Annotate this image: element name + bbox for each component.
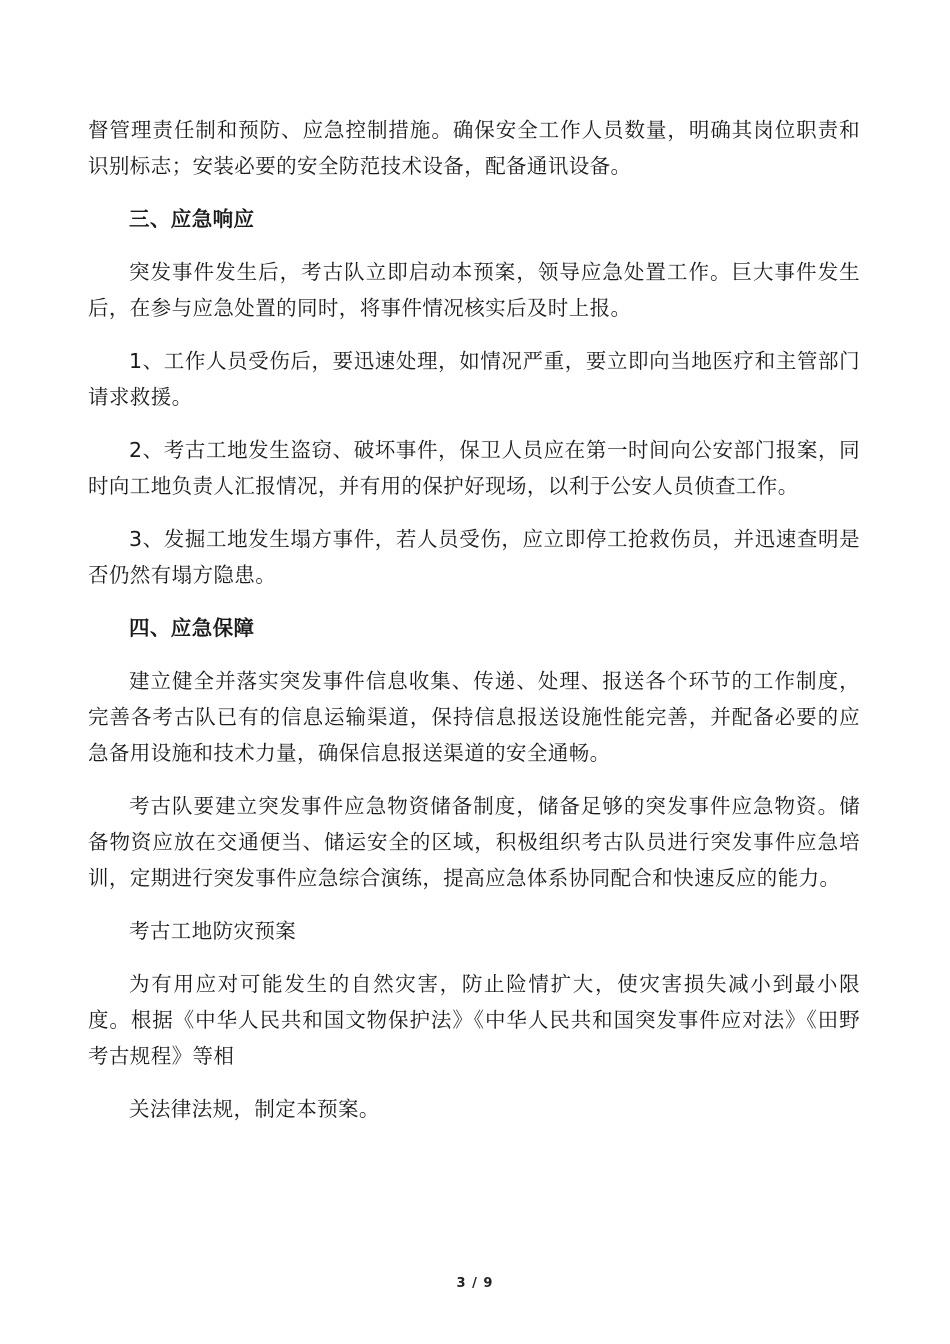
paragraph: 考古工地防灾预案 [129, 919, 297, 943]
page-number: 3 / 9 [456, 1276, 494, 1291]
section-heading: 三、应急响应 [129, 207, 255, 231]
paragraph: 为有用应对可能发生的自然灾害，防止险情扩大，使灾害损失减小到最小限度。根据《中华人民共和国文物保护法》《中华人民共和国突发事件应对法》《田野考古规程》等相 [88, 972, 860, 1068]
paragraph: 1、工作人员受伤后，要迅速处理，如情况严重，要立即向当地医疗和主管部门请求救援。 [88, 349, 860, 409]
section-heading: 四、应急保障 [129, 616, 255, 640]
document-body [88, 112, 860, 1144]
paragraph: 2、考古工地发生盗窃、破坏事件，保卫人员应在第一时间向公安部门报案，同时向工地负责人汇报情况，并有用的保护好现场，以利于公安人员侦查工作。 [88, 438, 860, 498]
paragraph: 突发事件发生后，考古队立即启动本预案，领导应急处置工作。巨大事件发生后，在参与应急处置的同时，将事件情况核实后及时上报。 [88, 260, 860, 320]
paragraph: 建立健全并落实突发事件信息收集、传递、处理、报送各个环节的工作制度，完善各考古队已有的信息运输渠道，保持信息报送设施性能完善，并配备必要的应急备用设施和技术力量，确保信息报送渠道的安全通畅。 [88, 669, 860, 765]
paragraph: 考古队要建立突发事件应急物资储备制度，储备足够的突发事件应急物资。储备物资应放在交通便当、储运安全的区域，积极组织考古队员进行突发事件应急培训，定期进行突发事件应急综合演练，提高应急体系协同配合和快速反应的能力。 [88, 794, 860, 890]
paragraph: 关法律法规，制定本预案。 [129, 1097, 380, 1121]
paragraph: 3、发掘工地发生塌方事件，若人员受伤，应立即停工抢救伤员，并迅速查明是否仍然有塌方隐患。 [88, 527, 860, 587]
paragraph: 督管理责任制和预防、应急控制措施。确保安全工作人员数量，明确其岗位职责和识别标志；安装必要的安全防范技术设备，配备通讯设备。 [88, 118, 860, 178]
